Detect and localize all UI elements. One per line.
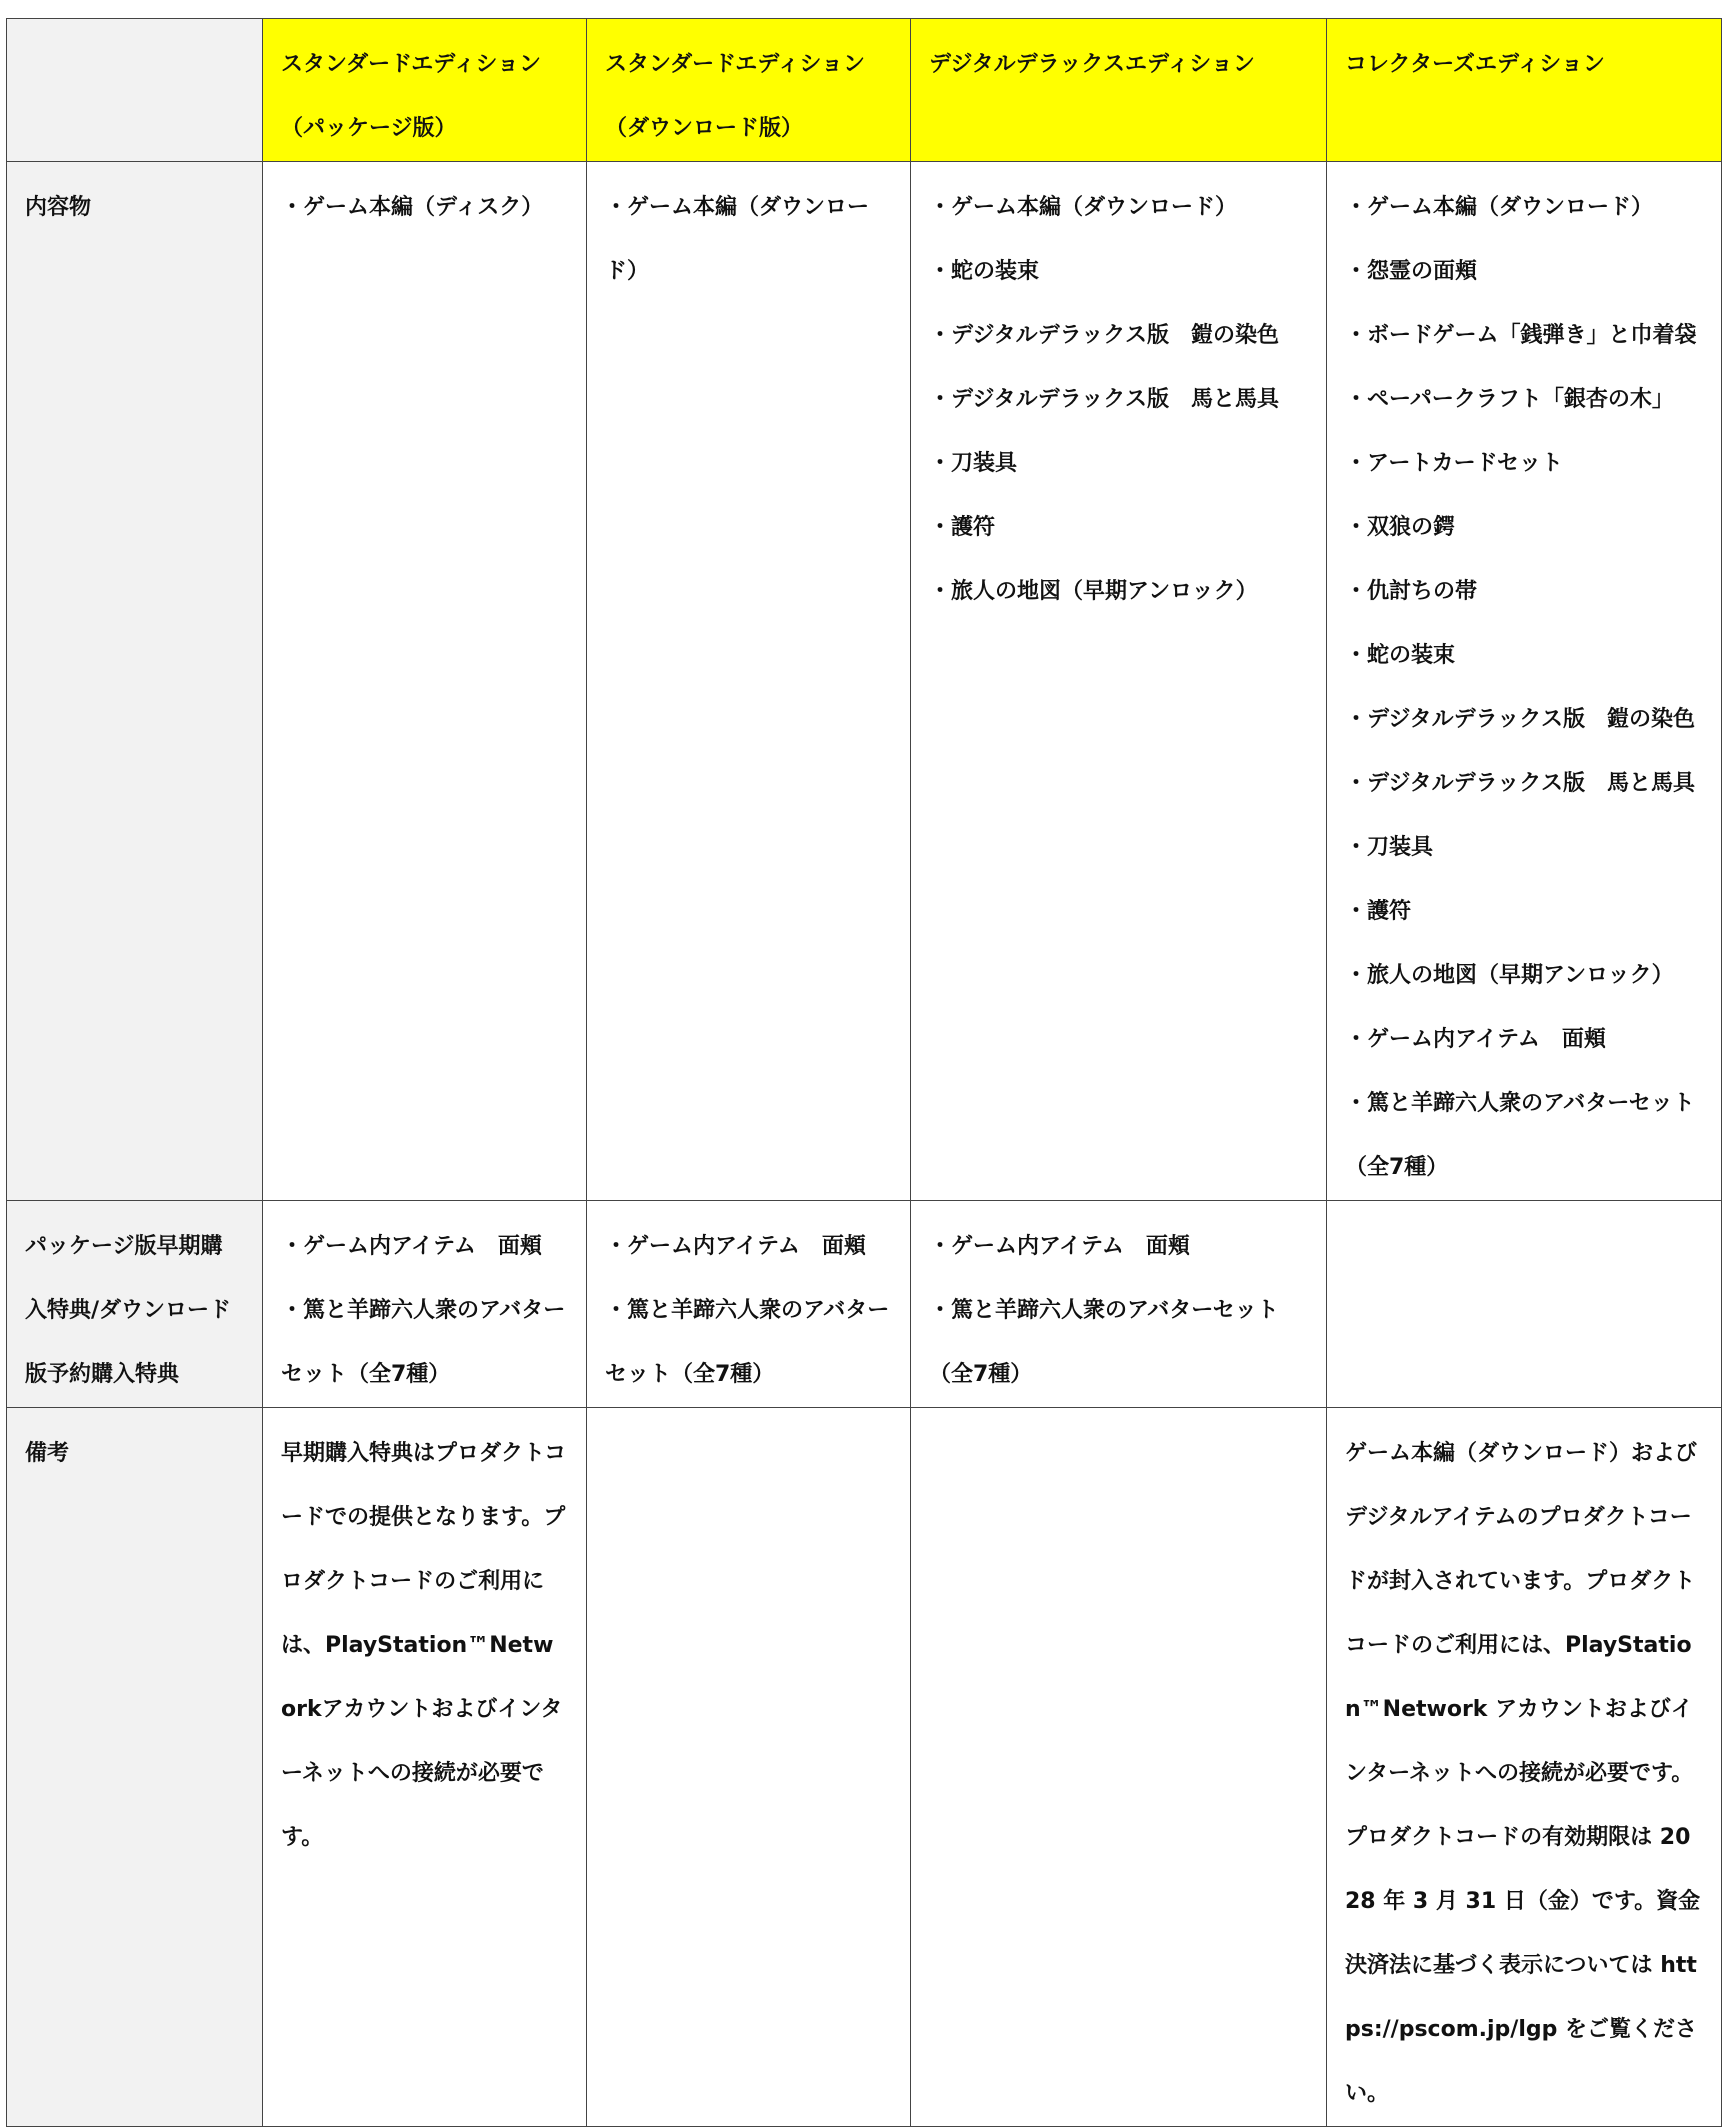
item-line: ・ゲーム内アイテム 面頬	[929, 1234, 1190, 1259]
contents-row-label: 内容物	[7, 162, 263, 1201]
bonus-cell-standard-download	[587, 1201, 911, 1408]
item-line: ・デジタルデラックス版 鎧の染色	[1345, 707, 1696, 732]
bonus-cell-standard-package	[263, 1201, 587, 1408]
item-line: ・ゲーム本編（ディスク）	[281, 195, 544, 220]
notes-row	[7, 1408, 1722, 2127]
item-line: ・篤と羊蹄六人衆のアバターセット（全7種）	[281, 1298, 566, 1387]
item-line: ・刀装具	[929, 451, 1018, 476]
item-line: ・蛇の装束	[1345, 643, 1456, 668]
header-digital-deluxe: デジタルデラックスエディション	[911, 19, 1327, 162]
item-line: ・アートカードセット	[1345, 451, 1564, 476]
bonus-cell-digital-deluxe	[911, 1201, 1327, 1408]
notes-cell-standard-package	[263, 1408, 587, 2127]
header-standard-download: スタンダードエディション（ダウンロード版）	[587, 19, 911, 162]
bonus-row	[7, 1201, 1722, 1408]
item-line: ・デジタルデラックス版 馬と馬具	[1345, 771, 1696, 796]
header-collectors: コレクターズエディション	[1327, 19, 1722, 162]
contents-cell-collectors	[1327, 162, 1722, 1201]
item-line: ・篤と羊蹄六人衆のアバターセット（全7種）	[929, 1298, 1279, 1387]
item-line: ・刀装具	[1345, 835, 1434, 860]
item-line: ・蛇の装束	[929, 259, 1040, 284]
edition-comparison-table	[6, 18, 1722, 2127]
item-line: ・仇討ちの帯	[1345, 579, 1478, 604]
item-line: ・ボードゲーム「銭弾き」と巾着袋	[1345, 323, 1697, 348]
header-corner-cell	[7, 19, 263, 162]
item-line: ・ゲーム本編（ダウンロード）	[605, 195, 870, 284]
notes-cell-digital-deluxe	[911, 1408, 1327, 2127]
contents-cell-standard-download	[587, 162, 911, 1201]
header-row	[7, 19, 1722, 162]
item-line: ・旅人の地図（早期アンロック）	[1345, 963, 1674, 988]
item-line: ・篤と羊蹄六人衆のアバターセット（全7種）	[1345, 1091, 1695, 1180]
notes-cell-standard-download	[587, 1408, 911, 2127]
item-line: ・怨霊の面頬	[1345, 259, 1478, 284]
notes-row-label: 備考	[7, 1408, 263, 2127]
bonus-cell-collectors	[1327, 1201, 1722, 1408]
item-line: ・旅人の地図（早期アンロック）	[929, 579, 1258, 604]
item-line: ・ゲーム内アイテム 面頬	[1345, 1027, 1606, 1052]
contents-row	[7, 162, 1722, 1201]
item-line: ・デジタルデラックス版 鎧の染色	[929, 323, 1280, 348]
item-line: ・ゲーム内アイテム 面頬	[281, 1234, 542, 1259]
item-line: ・ゲーム本編（ダウンロード）	[929, 195, 1238, 220]
notes-cell-collectors	[1327, 1408, 1722, 2127]
notes-text-collectors: ゲーム本編（ダウンロード）およびデジタルアイテムのプロダクトコードが封入されています。プロダクトコードのご利用には、PlayStation™Network アカウントおよびインターネットへの接続が必要です。プロダクトコードの有効期限は 2028 年 3 月 31 日（金）です。資金決済法に基づく表示については https://pscom.jp/lgp をご覧ください。	[1345, 1441, 1701, 2106]
item-line: ・ペーパークラフト「銀杏の木」	[1345, 387, 1674, 412]
item-line: ・双狼の鍔	[1345, 515, 1456, 540]
item-line: ・デジタルデラックス版 馬と馬具	[929, 387, 1280, 412]
notes-text-standard-package: 早期購入特典はプロダクトコードでの提供となります。プロダクトコードのご利用には、PlayStation™Networkアカウントおよびインターネットへの接続が必要です。	[281, 1441, 567, 1850]
item-line: ・ゲーム本編（ダウンロード）	[1345, 195, 1654, 220]
item-line: ・篤と羊蹄六人衆のアバターセット（全7種）	[605, 1298, 890, 1387]
bonus-row-label: パッケージ版早期購入特典/ダウンロード版予約購入特典	[7, 1201, 263, 1408]
item-line: ・護符	[929, 515, 996, 540]
item-line: ・護符	[1345, 899, 1412, 924]
item-line: ・ゲーム内アイテム 面頬	[605, 1234, 866, 1259]
header-standard-package: スタンダードエディション（パッケージ版）	[263, 19, 587, 162]
contents-cell-digital-deluxe	[911, 162, 1327, 1201]
contents-cell-standard-package	[263, 162, 587, 1201]
